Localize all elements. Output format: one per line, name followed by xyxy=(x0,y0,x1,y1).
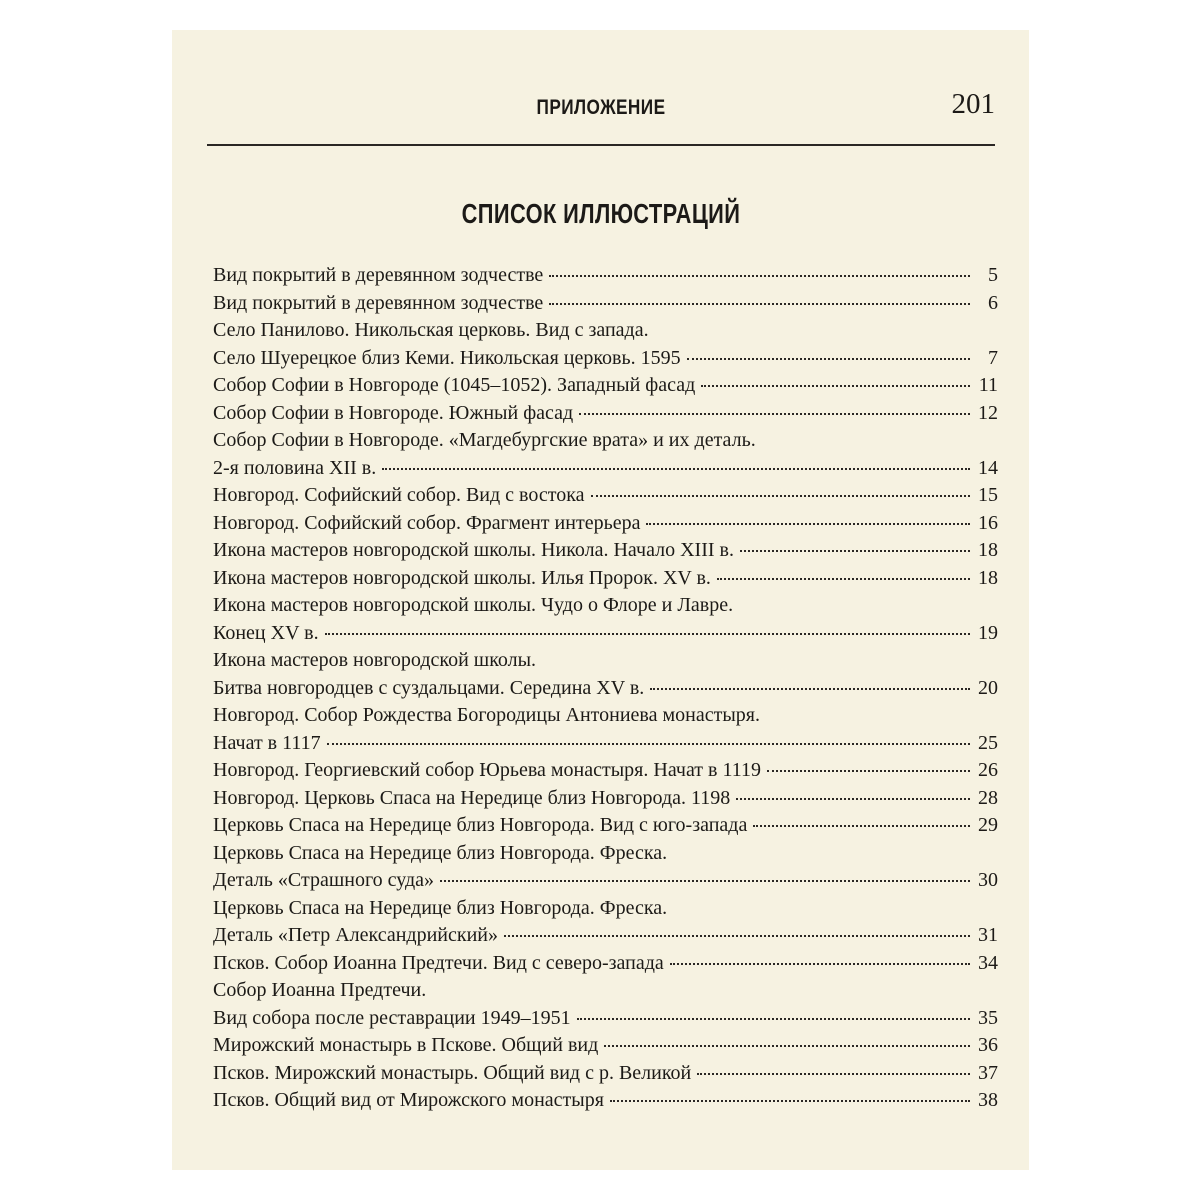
list-item xyxy=(213,950,998,978)
entry-page-number: 18 xyxy=(978,539,998,561)
list-item xyxy=(213,262,998,290)
dot-leader xyxy=(325,633,970,635)
entry-page-number: 18 xyxy=(978,566,998,589)
illustration-list xyxy=(213,262,998,1115)
list-item xyxy=(213,1032,998,1060)
entry-text: Вид покрытий в деревянном зодчестве xyxy=(213,264,544,286)
entry-text: Деталь «Петр Александрийский» xyxy=(213,924,499,946)
entry-page-number: 6 xyxy=(988,291,998,314)
dot-leader xyxy=(650,688,970,690)
entry-page-number: 19 xyxy=(978,621,998,644)
dot-leader xyxy=(604,1045,970,1047)
list-item xyxy=(213,730,998,758)
entry-text: Икона мастеров новгородской школы. Никола. Начало XIII в. xyxy=(213,539,734,561)
entry-page-number: 14 xyxy=(978,456,998,479)
list-item xyxy=(213,702,998,730)
entry-text: Псков. Мирожский монастырь. Общий вид с р. Великой xyxy=(213,1061,692,1084)
entry-text: Новгород. Софийский собор. Вид с востока xyxy=(213,484,585,506)
dot-leader xyxy=(697,1073,970,1075)
list-item xyxy=(213,400,998,428)
dot-leader xyxy=(549,275,970,277)
list-item xyxy=(213,895,998,923)
dot-leader xyxy=(701,385,970,387)
list-title: СПИСОК ИЛЛЮСТРАЦИЙ xyxy=(461,198,741,229)
dot-leader xyxy=(577,1018,970,1020)
list-item xyxy=(213,455,998,483)
dot-leader xyxy=(717,578,970,580)
dot-leader xyxy=(579,413,970,415)
entry-text: Новгород. Церковь Спаса на Нередице близ Новгорода. 1198 xyxy=(213,786,731,809)
entry-page-number: 15 xyxy=(978,484,998,506)
list-item xyxy=(213,427,998,455)
list-item xyxy=(213,785,998,813)
list-item xyxy=(213,537,998,565)
entry-page-number: 37 xyxy=(978,1061,998,1084)
list-item xyxy=(213,1087,998,1115)
entry-page-number: 29 xyxy=(978,814,998,836)
list-item xyxy=(213,372,998,400)
entry-text: 2-я половина XII в. xyxy=(213,456,377,479)
entry-text: Икона мастеров новгородской школы. xyxy=(213,649,537,671)
list-item xyxy=(213,510,998,538)
entry-page-number: 25 xyxy=(978,731,998,754)
entry-page-number: 7 xyxy=(988,346,998,369)
dot-leader xyxy=(736,798,970,800)
list-item xyxy=(213,620,998,648)
entry-text: Собор Иоанна Предтечи. xyxy=(213,979,427,1001)
entry-page-number: 36 xyxy=(978,1034,998,1056)
entry-page-number: 26 xyxy=(978,759,998,781)
page-number: 201 xyxy=(951,88,995,120)
list-item xyxy=(213,1060,998,1088)
list-item xyxy=(213,482,998,510)
entry-text: Церковь Спаса на Нередице близ Новгорода. Вид с юго-запада xyxy=(213,814,748,836)
list-item xyxy=(213,565,998,593)
entry-text: Икона мастеров новгородской школы. Чудо о Флоре и Лавре. xyxy=(213,594,734,616)
entry-page-number: 30 xyxy=(978,869,998,891)
entry-page-number: 12 xyxy=(978,401,998,424)
entry-page-number: 11 xyxy=(978,374,998,396)
list-item xyxy=(213,812,998,840)
list-item xyxy=(213,840,998,868)
running-head xyxy=(207,88,995,138)
list-item xyxy=(213,647,998,675)
entry-text: Собор Софии в Новгороде (1045–1052). Западный фасад xyxy=(213,374,696,396)
entry-page-number: 20 xyxy=(978,676,998,699)
dot-leader xyxy=(549,303,970,305)
entry-text: Собор Софии в Новгороде. Южный фасад xyxy=(213,401,574,424)
entry-page-number: 35 xyxy=(978,1006,998,1029)
entry-text: Мирожский монастырь в Пскове. Общий вид xyxy=(213,1034,599,1056)
list-item xyxy=(213,345,998,373)
list-item xyxy=(213,977,998,1005)
dot-leader xyxy=(382,468,970,470)
entry-text: Икона мастеров новгородской школы. Илья Пророк. XV в. xyxy=(213,566,711,589)
entry-page-number: 16 xyxy=(978,511,998,534)
entry-page-number: 28 xyxy=(978,786,998,809)
dot-leader xyxy=(670,963,970,965)
entry-text: Деталь «Страшного суда» xyxy=(213,869,435,891)
list-item xyxy=(213,290,998,318)
list-item xyxy=(213,1005,998,1033)
dot-leader xyxy=(687,358,970,360)
entry-text: Псков. Общий вид от Мирожского монастыря xyxy=(213,1089,604,1111)
list-item xyxy=(213,317,998,345)
dot-leader xyxy=(753,825,970,827)
entry-text: Новгород. Георгиевский собор Юрьева монастыря. Начат в 1119 xyxy=(213,759,762,781)
list-item xyxy=(213,675,998,703)
list-item xyxy=(213,757,998,785)
dot-leader xyxy=(327,743,970,745)
entry-page-number: 5 xyxy=(988,264,998,286)
dot-leader xyxy=(646,523,970,525)
entry-page-number: 31 xyxy=(978,924,998,946)
section-name: ПРИЛОЖЕНИЕ xyxy=(536,96,666,119)
entry-text: Собор Софии в Новгороде. «Магдебургские врата» и их деталь. xyxy=(213,429,756,451)
dot-leader xyxy=(767,770,970,772)
entry-text: Село Панилово. Никольская церковь. Вид с запада. xyxy=(213,319,649,341)
dot-leader xyxy=(591,495,971,497)
entry-text: Новгород. Софийский собор. Фрагмент интерьера xyxy=(213,511,641,534)
entry-text: Конец XV в. xyxy=(213,621,319,644)
entry-text: Церковь Спаса на Нередице близ Новгорода. Фреска. xyxy=(213,896,668,919)
entry-text: Новгород. Собор Рождества Богородицы Антониева монастыря. xyxy=(213,704,760,726)
list-item xyxy=(213,592,998,620)
entry-text: Псков. Собор Иоанна Предтечи. Вид с северо-запада xyxy=(213,951,664,974)
list-item xyxy=(213,922,998,950)
entry-text: Битва новгородцев с суздальцами. Середина XV в. xyxy=(213,676,645,699)
entry-text: Село Шуерецкое близ Кеми. Никольская церковь. 1595 xyxy=(213,346,681,369)
entry-page-number: 34 xyxy=(978,951,998,974)
entry-page-number: 38 xyxy=(978,1089,998,1111)
dot-leader xyxy=(740,550,970,552)
list-item xyxy=(213,867,998,895)
dot-leader xyxy=(610,1100,970,1102)
entry-text: Вид собора после реставрации 1949–1951 xyxy=(213,1006,571,1029)
dot-leader xyxy=(504,935,970,937)
entry-text: Вид покрытий в деревянном зодчестве xyxy=(213,291,544,314)
entry-text: Церковь Спаса на Нередице близ Новгорода. Фреска. xyxy=(213,841,668,864)
dot-leader xyxy=(440,880,970,882)
entry-text: Начат в 1117 xyxy=(213,731,321,754)
header-rule xyxy=(207,144,995,146)
